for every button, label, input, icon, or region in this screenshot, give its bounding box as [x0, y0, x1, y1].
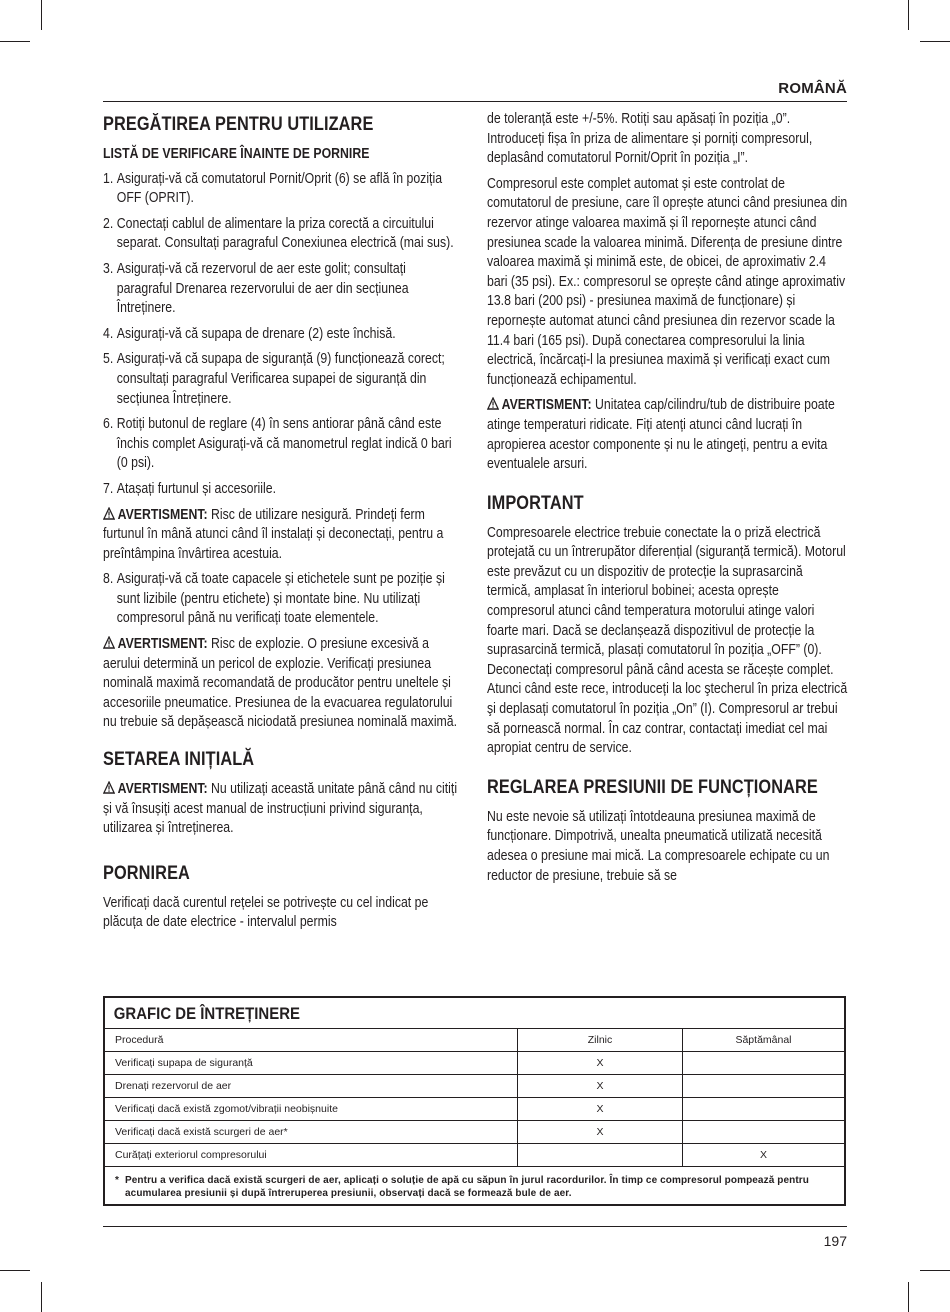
list-item — [103, 350, 464, 409]
daily-cell: X — [518, 1098, 683, 1121]
table-row — [105, 1144, 844, 1167]
table-row — [105, 1075, 844, 1098]
daily-cell: X — [518, 1121, 683, 1144]
warning-paragraph — [103, 506, 464, 565]
crop-mark — [920, 41, 950, 42]
warning-triangle-icon — [103, 781, 115, 794]
warning-triangle-icon — [103, 636, 115, 649]
warning-paragraph — [103, 780, 464, 839]
crop-mark — [920, 1270, 950, 1271]
footnote-marker: * — [115, 1175, 119, 1186]
procedure-cell: Verificați dacă există zgomot/vibrații neobișnuite — [105, 1098, 518, 1121]
weekly-cell: X — [683, 1144, 845, 1167]
list-number: 5. — [103, 351, 114, 368]
procedure-cell: Verificați dacă există scurgeri de aer* — [105, 1121, 518, 1144]
startup-continued-paragraph: de toleranță este +/-5%. Rotiți sau apăsați în poziția „0”. Introduceți fișa în priza de alimentare și porniți compresorul, deplasând comutatorul Pornit/Oprit în poziția „I”. — [487, 111, 813, 167]
heading-important: IMPORTANT — [487, 492, 584, 514]
page-number: 197 — [823, 1233, 847, 1249]
list-text: Asigurați-vă că supapa de drenare (2) este închisă. — [116, 325, 396, 342]
list-text: Asigurați-vă că comutatorul Pornit/Oprit (6) se află în poziția OFF (OPRIT). — [116, 170, 443, 207]
maintenance-footnote — [105, 1166, 844, 1200]
list-number: 3. — [103, 260, 114, 277]
table-row — [105, 1052, 844, 1075]
crop-mark — [0, 41, 30, 42]
left-column — [103, 110, 464, 939]
header-procedure: Procedură — [105, 1029, 518, 1052]
list-text: Conectați cablul de alimentare la priza corectă a circuitului separat. Consultați paragraful Conexiunea electrică (mai sus). — [116, 215, 454, 252]
warning-label: AVERTISMENT: — [501, 397, 592, 414]
crop-mark — [0, 1270, 30, 1271]
procedure-cell: Verificați supapa de siguranță — [105, 1052, 518, 1075]
weekly-cell — [683, 1075, 845, 1098]
list-number: 6. — [103, 416, 114, 433]
footnote-line: Pentru a verifica dacă există scurgeri de aer, aplicați o soluție de apă cu săpun în jurul racordurilor. În timp ce compresorul pompează pentru — [125, 1175, 809, 1186]
header-rule — [103, 101, 847, 102]
crop-mark — [908, 1282, 909, 1312]
list-item — [103, 325, 464, 345]
weekly-cell — [683, 1052, 845, 1075]
warning-label: AVERTISMENT: — [117, 781, 208, 798]
important-paragraph: Compresoarele electrice trebuie conectate la o priză electrică protejată cu un întrerupător diferențial (siguranță termică). Motorul este prevăzut cu un dispozitiv de protecție la suprasarcină termică, amplasat în interiorul bobinei; acesta oprește compresorul atunci când temperatura motorului atinge valori foarte mari. Dacă se declanșează dispozitivul de protecție la suprasarcină termică, plasați comutatorul în poziția „OFF” (0). Deconectați compresorul până când acesta se răcește complet. Atunci când este rece, introduceți la loc ştecherul în priza electrică şi deplasați comutatorul în poziția „On” (I). Compresorul ar trebui să pornească normal. În caz contrar, contactați imediat cel mai apropiat centru de service. — [487, 524, 848, 757]
weekly-cell — [683, 1098, 845, 1121]
header-weekly: Săptămânal — [683, 1029, 845, 1052]
maintenance-title: GRAFIC DE ÎNTREȚINERE — [113, 1004, 300, 1023]
list-item — [103, 170, 464, 209]
daily-cell — [518, 1144, 683, 1167]
list-text: Rotiți butonul de reglare (4) în sens antiorar până când este închis complet Asigurați-vă că manometrul reglat indică 0 bari (0 psi). — [116, 416, 452, 472]
list-number: 4. — [103, 325, 114, 342]
list-number: 2. — [103, 215, 114, 232]
startup-paragraph: Verificați dacă curentul rețelei se potrivește cu cel indicat pe plăcuța de date electrice - intervalul permis — [103, 894, 429, 931]
heading-operating-pressure: REGLAREA PRESIUNII DE FUNCȚIONARE — [487, 776, 818, 798]
warning-text: Risc de utilizare nesigură. Prindeți ferm furtunul în mână atunci când îl instalați și deconectați, pentru a preîntâmpina învârtirea acestuia. — [103, 506, 444, 562]
list-number: 7. — [103, 480, 114, 497]
procedure-cell: Drenați rezervorul de aer — [105, 1075, 518, 1098]
footer-rule — [103, 1226, 847, 1227]
table-header-row — [105, 1029, 844, 1052]
procedure-cell: Curățați exteriorul compresorului — [105, 1144, 518, 1167]
heading-checklist: LISTĂ DE VERIFICARE ÎNAINTE DE PORNIRE — [103, 146, 370, 162]
list-number: 8. — [103, 571, 114, 588]
weekly-cell — [683, 1121, 845, 1144]
crop-mark — [41, 1282, 42, 1312]
list-item — [103, 415, 464, 474]
right-column — [487, 110, 848, 892]
crop-mark — [41, 0, 42, 30]
list-item — [103, 570, 464, 629]
warning-text: Risc de explozie. O presiune excesivă a aerului determină un pericol de explozie. Verificați presiunea nominală maximă recomandată de producător pentru uneltele și accesoriile pneumatice. Presiunea de la evacuarea regulatorului nu trebuie să depășească niciodată presiunea nominală maximă. — [103, 636, 458, 731]
pressure-paragraph: Nu este nevoie să utilizați întotdeauna presiunea maximă de funcționare. Dimpotrivă, unealta pneumatică utilizată necesită adesea o presiune mai mică. La compresoarele echipate cu un reductor de presiune, trebuie să se — [487, 808, 830, 884]
list-item — [103, 480, 464, 500]
list-text: Asigurați-vă că rezervorul de aer este golit; consultați paragraful Drenarea rezervorului de aer din secțiunea Întreținere. — [116, 260, 409, 317]
list-item — [103, 215, 464, 254]
table-row — [105, 1098, 844, 1121]
warning-label: AVERTISMENT: — [117, 636, 208, 653]
daily-cell: X — [518, 1052, 683, 1075]
warning-triangle-icon — [487, 397, 499, 410]
table-row — [105, 1121, 844, 1144]
crop-mark — [908, 0, 909, 30]
list-text: Asigurați-vă că toate capacele și etichetele sunt pe poziție și sunt lizibile (pentru etichete) și montate bine. Nu utilizați compresorul până nu verificați toate elementele. — [116, 571, 445, 627]
maintenance-table — [105, 1028, 844, 1166]
language-label: ROMÂNĂ — [778, 80, 847, 97]
warning-label: AVERTISMENT: — [117, 506, 208, 523]
footnote-line: acumularea presiunii și după întreruperea presiunii, observați dacă se formează bule de aer. — [125, 1188, 572, 1199]
heading-initial-setup: SETAREA INIȚIALĂ — [103, 749, 255, 771]
checklist — [103, 170, 464, 500]
checklist-continued — [103, 570, 464, 629]
warning-text: Nu utilizați această unitate până când nu citiți și vă însușiți acest manual de instrucțiuni privind siguranța, utilizarea și întreținerea. — [103, 781, 458, 837]
list-item — [103, 260, 464, 319]
list-number: 1. — [103, 170, 114, 187]
warning-paragraph — [487, 396, 848, 474]
header-daily: Zilnic — [518, 1029, 683, 1052]
warning-triangle-icon — [103, 507, 115, 520]
automatic-paragraph: Compresorul este complet automat și este controlat de comutatorul de presiune, care îl oprește atunci când presiunea din rezervor atinge valoarea maximă și îl repornește atunci când presiunea scade la valoarea minimă. Diferența de presiune dintre valoarea maximă și minimă este, de obicei, de aproximativ 2.4 bari (35 psi). Ex.: compresorul se oprește când atinge aproximativ 13.8 bari (200 psi) - presiunea maximă de funcționare) și repornește automat atunci când presiunea din rezervor scade la 11.4 bari (165 psi). După conectarea compresorului la linia electrică, încărcați-l la presiunea maximă și verificați exact cum funcționează echipamentul. — [487, 175, 848, 388]
warning-paragraph — [103, 635, 464, 733]
list-text: Atașați furtunul și accesoriile. — [116, 480, 276, 497]
warning-text: Unitatea cap/cilindru/tub de distribuire poate atinge temperaturi ridicate. Fiți atenți atunci când lucrați în apropierea acestor componente și nu le atingeți, pentru a evita eventualele arsuri. — [487, 397, 835, 473]
heading-startup: PORNIREA — [103, 862, 190, 884]
heading-preparation: PREGĂTIREA PENTRU UTILIZARE — [103, 114, 374, 135]
daily-cell: X — [518, 1075, 683, 1098]
maintenance-chart — [103, 996, 846, 1206]
list-text: Asigurați-vă că supapa de siguranță (9) funcționează corect; consultați paragraful Verificarea supapei de siguranță din secțiunea Întreținere. — [116, 351, 445, 407]
